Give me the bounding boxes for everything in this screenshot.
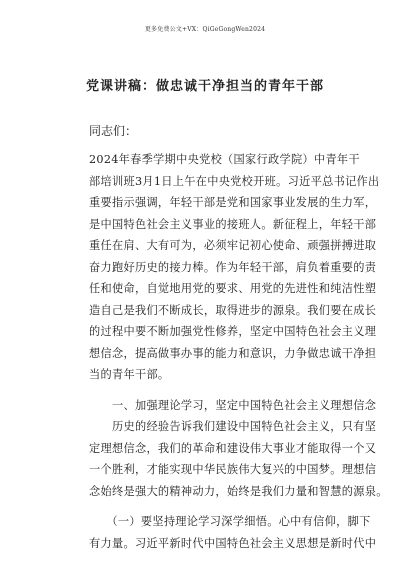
- body-line: 重任在肩、大有可为，必须牢记初心使命、顽强拼搏进取: [89, 239, 377, 252]
- paragraph-gap: [89, 386, 329, 395]
- body-line: 奋力跑好历史的接力棒。作为年轻干部，肩负着重要的责: [89, 260, 377, 274]
- section-heading: 一、加强理论学习，坚定中国特色社会主义理想信念: [89, 398, 377, 412]
- body-line: 是中国特色社会主义事业的接班人。新征程上，年轻干部: [89, 217, 377, 231]
- body-line: 想信念，提高做事办事的能力和意识，力争做忠诚干净担: [89, 346, 377, 360]
- body-line: 当的青年干部。: [89, 368, 170, 381]
- document-title: 党课讲稿：做忠诚干净担当的青年干部: [85, 79, 324, 94]
- body-line: 任和使命，自觉地用党的要求、用党的先进性和纯洁性塑: [89, 282, 377, 295]
- body-line: 历史的经验告诉我们建设中国特色社会主义，只有坚: [89, 420, 377, 433]
- paragraph-gap: [89, 502, 329, 511]
- document-body: [89, 149, 388, 554]
- body-line: 定理想信念，我们的革命和建设伟大事业才能取得一个又: [89, 441, 377, 455]
- salutation: 同志们：: [89, 124, 138, 138]
- body-line: 一个胜利，才能实现中华民族伟大复兴的中国梦。理想信: [89, 463, 377, 476]
- body-line: 2024年春季学期中央党校（国家行政学院）中青年干: [89, 153, 360, 166]
- body-line: 重要指示强调，年轻干部是党和国家事业发展的生力军，: [89, 196, 377, 209]
- body-line: 造自己是我们不断成长，取得进步的源泉。我们要在成长: [89, 303, 377, 317]
- subsection-heading: （一）要坚持理论学习深学细悟。心中有信仰，脚下: [89, 515, 371, 528]
- body-line: 的过程中要不断加强党性修养，坚定中国特色社会主义理: [89, 325, 377, 338]
- body-line: 部培训班3月1日上午在中央党校开班。习近平总书记作出: [89, 174, 380, 188]
- body-line: 有力量。习近平新时代中国特色社会主义思想是新时代中: [89, 536, 377, 550]
- page-header-note: 更多免费公文+VX：QiGeGongWen2024: [144, 26, 266, 33]
- body-line: 念始终是强大的精神动力，始终是我们力量和智慧的源泉。: [89, 484, 388, 498]
